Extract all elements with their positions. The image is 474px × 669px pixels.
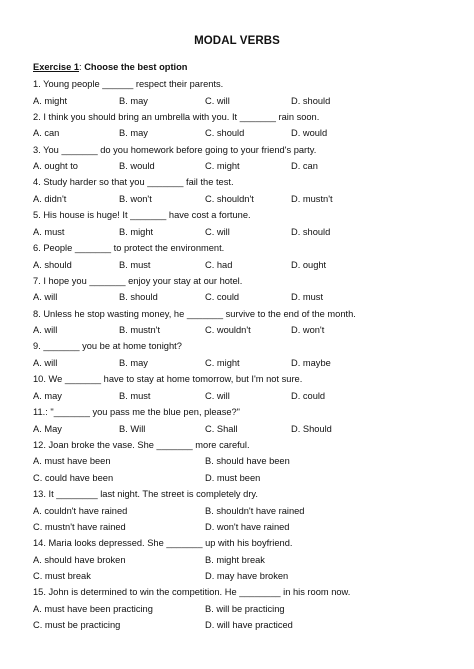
answer-option: C. will [205, 390, 230, 401]
answer-option: A. will [33, 292, 58, 303]
answer-option: B. shouldn't have rained [205, 505, 305, 516]
answer-option: C. will [205, 95, 230, 106]
question-text: 3. You _______ do you homework before going to your friend's party. [33, 144, 317, 155]
answer-option: B. should [119, 292, 158, 303]
question-text: 6. People _______ to protect the environment. [33, 243, 225, 253]
answer-option: D. maybe [291, 357, 331, 368]
question-text: 7. I hope you _______ enjoy your stay at our hotel. [33, 275, 243, 286]
answer-option: B. might [119, 226, 154, 237]
question-text: 12. Joan broke the vase. She _______ more careful. [33, 439, 250, 450]
exercise-heading [33, 62, 188, 72]
question-text: 9. _______ you be at home tonight? [33, 341, 182, 352]
answer-option: B. would [119, 161, 155, 172]
answer-option: D. may have broken [205, 571, 289, 582]
page-title: MODAL VERBS [194, 35, 280, 47]
exercise-instruction: Choose the best option [81, 62, 188, 72]
answer-option: B. must [119, 390, 151, 401]
answer-option: B. Will [119, 423, 146, 434]
answer-option: D. would [291, 128, 328, 139]
answer-option: D. could [291, 390, 326, 401]
answer-option: C. will [205, 226, 230, 237]
question-text: 4. Study harder so that you _______ fail the test. [33, 177, 234, 188]
question-text: 8. Unless he stop wasting money, he _______ survive to the end of the month. [33, 308, 356, 319]
answer-option: D. Should [291, 423, 332, 434]
question-text: 2. I think you should bring an umbrella with you. It _______ rain soon. [33, 111, 320, 122]
answer-option: A. must have been [33, 456, 111, 467]
question-text: 10. We _______ have to stay at home tomorrow, but I'm not sure. [33, 374, 303, 385]
answer-option: C. had [205, 259, 233, 270]
answer-option: A. must have been practicing [33, 603, 153, 614]
answer-option: A. will [33, 357, 58, 368]
answer-option: C. wouldn't [205, 325, 251, 336]
answer-option: A. should [33, 259, 72, 270]
answer-option: A. didn't [33, 193, 67, 204]
answer-option: C. shouldn't [205, 193, 254, 204]
question-text: 13. It ________ last night. The street is completely dry. [33, 489, 258, 499]
answer-option: D. mustn't [291, 193, 333, 204]
question-text: 5. His house is huge! It _______ have cost a fortune. [33, 210, 251, 221]
answer-option: A. can [33, 128, 60, 139]
answer-option: D. can [291, 161, 318, 172]
answer-option: D. should [291, 95, 331, 106]
answer-option: A. may [33, 390, 62, 401]
answer-option: B. must [119, 259, 151, 270]
answer-option: B. won't [119, 193, 152, 204]
answer-option: D. should [291, 226, 331, 237]
answer-option: A. will [33, 325, 58, 336]
question-text: 11.: "_______ you pass me the blue pen, please?" [33, 407, 240, 417]
answer-option: B. mustn't [119, 325, 161, 336]
answer-option: A. should have broken [33, 554, 126, 565]
answer-option: A. ought to [33, 161, 78, 172]
answer-option: C. could have been [33, 472, 114, 483]
answer-option: C. might [205, 161, 240, 172]
answer-option: A. might [33, 95, 68, 106]
answer-option: C. could [205, 292, 240, 303]
answer-option: C. mustn't have rained [33, 521, 126, 532]
answer-option: D. must been [205, 472, 261, 483]
answer-option: B. may [119, 128, 148, 139]
answer-option: B. may [119, 95, 148, 106]
answer-option: C. must be practicing [33, 620, 121, 631]
answer-option: B. might break [205, 554, 265, 565]
question-text: 14. Maria looks depressed. She _______ up with his boyfriend. [33, 538, 293, 549]
answer-option: B. should have been [205, 456, 290, 467]
answer-option: D. ought [291, 259, 327, 270]
answer-option: C. might [205, 357, 240, 368]
exercise-colon: : [79, 62, 82, 72]
answer-option: A. must [33, 226, 65, 237]
question-text: 1. Young people ______ respect their parents. [33, 79, 224, 89]
answer-option: C. Shall [205, 423, 238, 434]
answer-option: D. won't have rained [205, 521, 290, 532]
answer-option: D. won't [291, 325, 325, 336]
answer-option: C. must break [33, 571, 91, 582]
exercise-label: Exercise 1 [33, 62, 80, 72]
answer-option: C. should [205, 128, 245, 139]
answer-option: A. couldn't have rained [33, 505, 128, 516]
answer-option: A. May [33, 423, 62, 434]
answer-option: D. must [291, 292, 324, 303]
answer-option: B. will be practicing [205, 603, 285, 614]
answer-option: D. will have practiced [205, 620, 293, 631]
question-text: 15. John is determined to win the competition. He ________ in his room now. [33, 587, 351, 598]
answer-option: B. may [119, 357, 148, 368]
